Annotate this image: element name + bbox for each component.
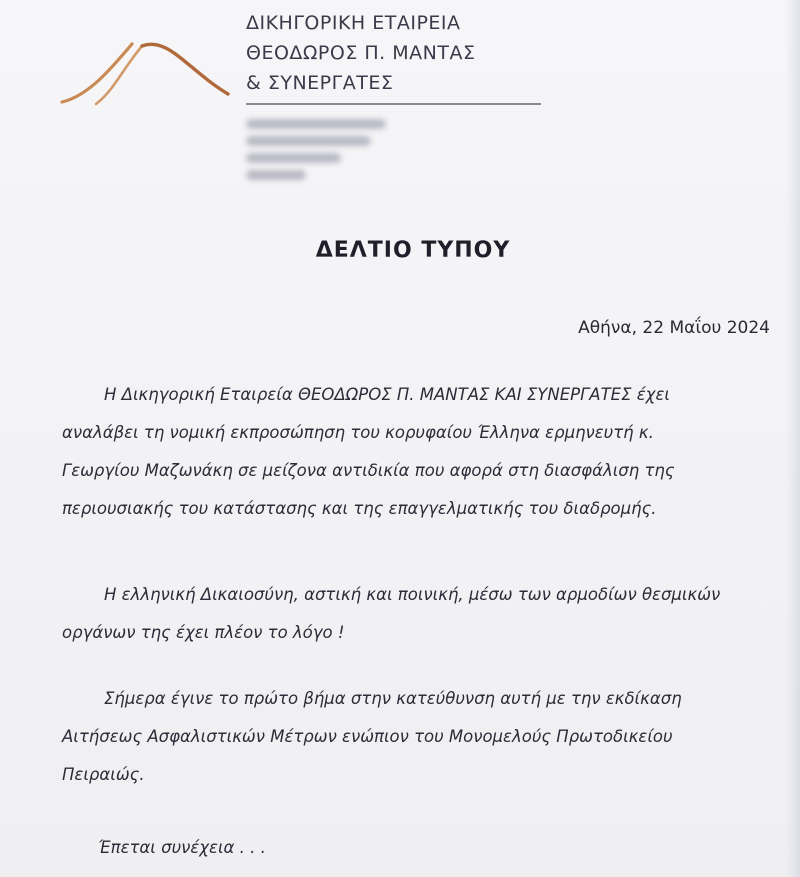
document-title: ΔΕΛΤΙΟ ΤΥΠΟΥ	[315, 238, 511, 263]
firm-name-line: & ΣΥΝΕΡΓΑΤΕΣ	[246, 72, 394, 94]
letterhead-divider	[246, 103, 541, 105]
document-date: Αθήνα, 22 Μαΐου 2024	[578, 318, 770, 338]
firm-name-line: ΔΙΚΗΓΟΡΙΚΗ ΕΤΑΙΡΕΙΑ	[246, 12, 461, 34]
paragraph-line: Πειραιώς.	[62, 765, 145, 784]
paragraph-line: Αιτήσεως Ασφαλιστικών Μέτρων ενώπιον του Μονομελούς Πρωτοδικείου	[62, 727, 673, 746]
paragraph-line: Η ελληνική Δικαιοσύνη, αστική και ποινική, μέσω των αρμοδίων θεσμικών	[104, 585, 721, 604]
paragraph-line: περιουσιακής του κατάστασης και της επαγγελματικής του διαδρομής.	[62, 499, 657, 518]
paragraph-line: Γεωργίου Μαζωνάκη σε μείζονα αντιδικία που αφορά στη διασφάλιση της	[62, 461, 675, 480]
firm-name-line: ΘΕΟΔΩΡΟΣ Π. ΜΑΝΤΑΣ	[246, 42, 476, 64]
paragraph-1	[62, 376, 772, 528]
screen-edge	[786, 0, 800, 877]
blurred-address	[246, 112, 386, 192]
paragraph-3	[62, 680, 772, 794]
firm-logo-icon	[58, 30, 238, 110]
paragraph-2	[62, 576, 772, 652]
paragraph-line: Σήμερα έγινε το πρώτο βήμα στην κατεύθυνση αυτή με την εκδίκαση	[104, 689, 682, 708]
paragraph-line: οργάνων της έχει πλέον το λόγο !	[62, 623, 345, 642]
paragraph-line: αναλάβει τη νομική εκπροσώπηση του κορυφαίου Έλληνα ερμηνευτή κ.	[62, 423, 654, 442]
firm-name	[246, 8, 475, 98]
paragraph-line: Η Δικηγορική Εταιρεία ΘΕΟΔΩΡΟΣ Π. ΜΑΝΤΑΣ ΚΑΙ ΣΥΝΕΡΓΑΤΕΣ έχει	[104, 385, 670, 404]
closing-line: Έπεται συνέχεια . . .	[98, 838, 266, 857]
